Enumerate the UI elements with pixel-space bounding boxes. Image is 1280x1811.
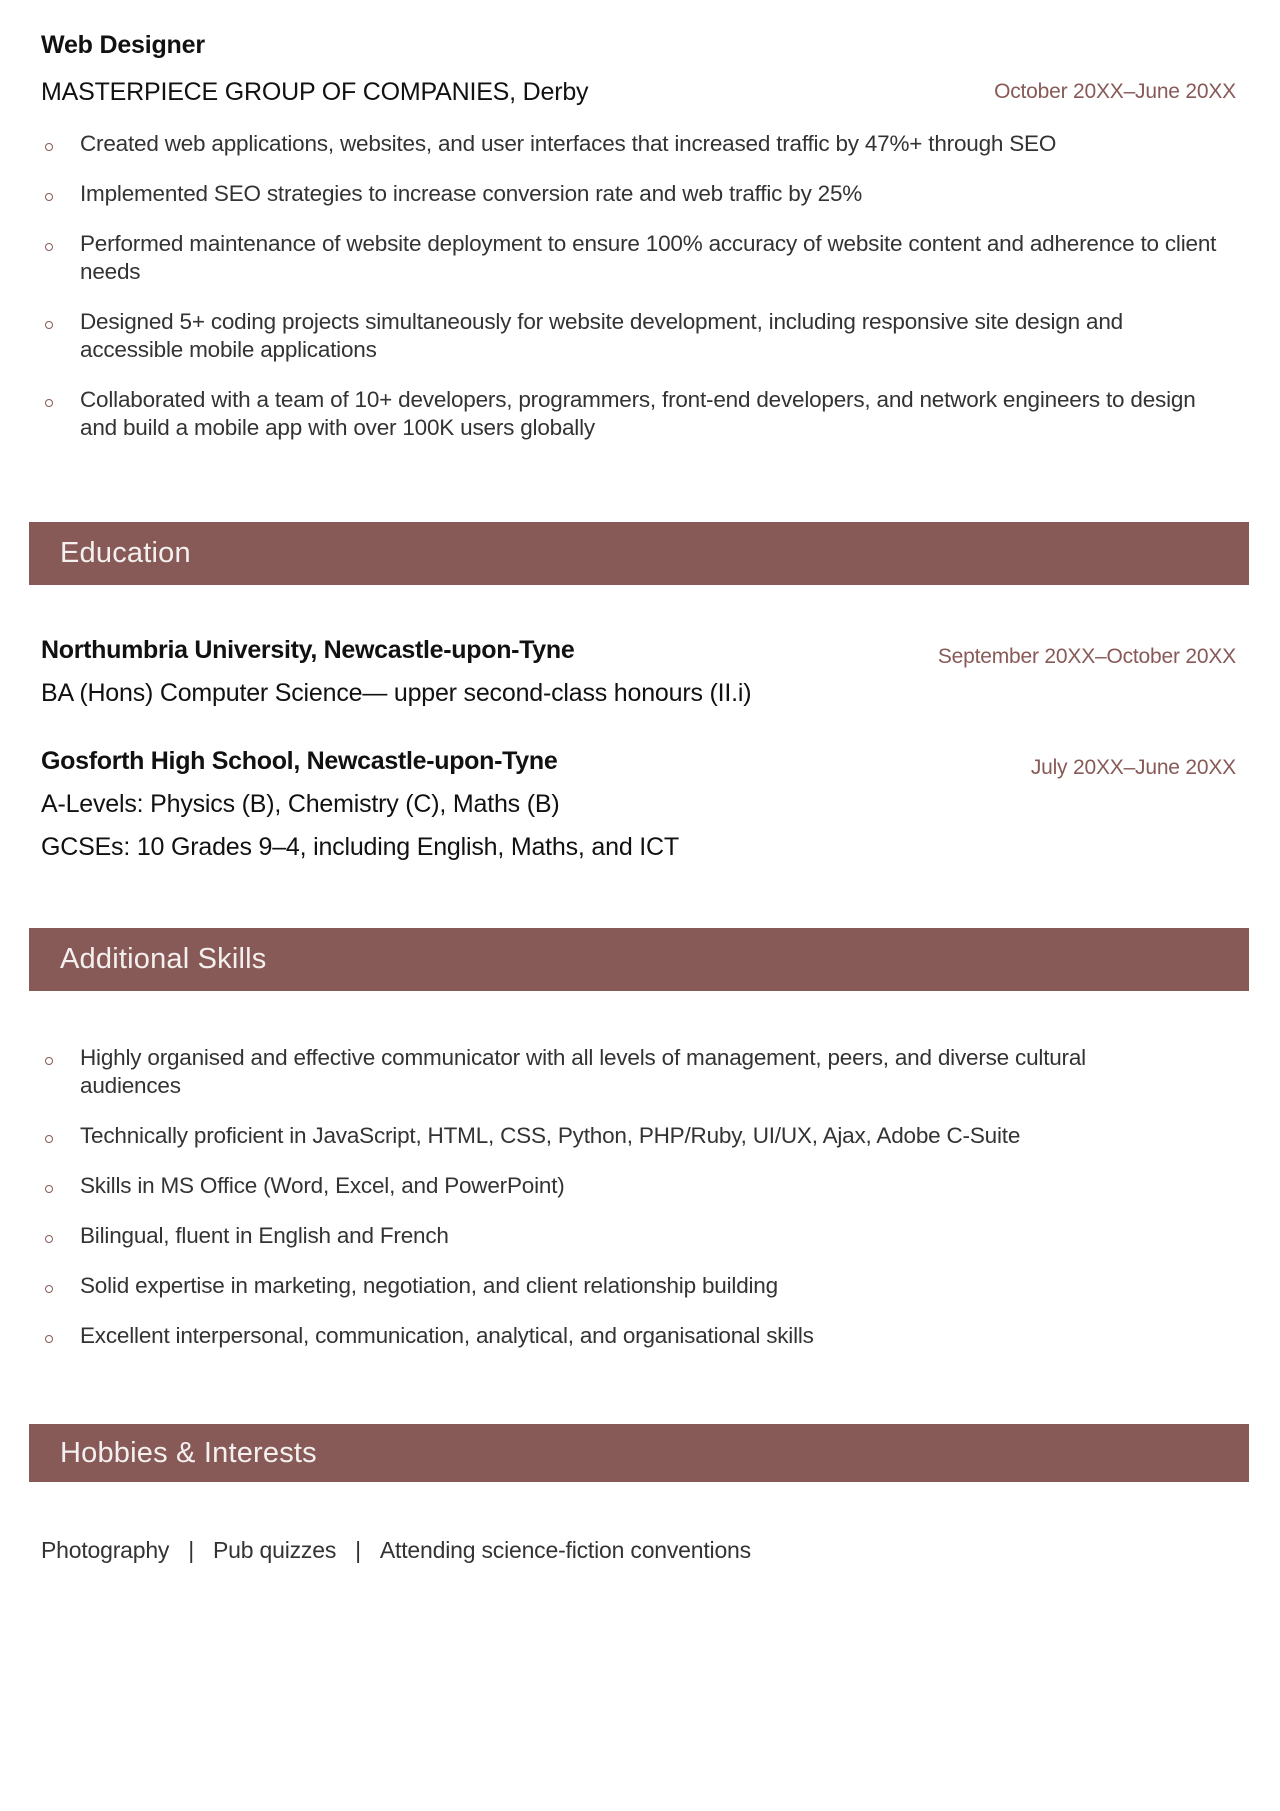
job-dates: October 20XX–June 20XX <box>994 80 1236 103</box>
separator: | <box>188 1537 195 1563</box>
skill-text: Excellent interpersonal, communication, analytical, and organisational skills <box>80 1323 814 1348</box>
education-dates: September 20XX–October 20XX <box>937 645 1236 668</box>
bullet-circle-icon <box>45 193 53 201</box>
list-item <box>41 230 1241 286</box>
section-header-education <box>29 522 1249 585</box>
company-name: MASTERPIECE GROUP OF COMPANIES, Derby <box>41 78 589 106</box>
separator: | <box>355 1537 361 1563</box>
bullet-circle-icon <box>45 1057 53 1065</box>
job-bullet-list <box>41 130 1241 442</box>
education-qualification: A-Levels: Physics (B), Chemistry (C), Maths (B) <box>41 790 560 818</box>
list-item <box>41 386 1241 442</box>
job-title: Web Designer <box>41 31 205 59</box>
section-title: Hobbies & Interests <box>60 1436 317 1469</box>
bullet-circle-icon <box>45 1185 53 1193</box>
section-header-skills <box>29 928 1249 991</box>
skill-text: Skills in MS Office (Word, Excel, and PowerPoint) <box>80 1173 565 1198</box>
bullet-text: Created web applications, websites, and user interfaces that increased traffic by 47%+ through SEO <box>80 131 1057 156</box>
list-item <box>41 1222 1121 1250</box>
list-item <box>41 1322 1121 1350</box>
bullet-circle-icon <box>45 243 53 251</box>
bullet-circle-icon <box>45 321 53 329</box>
hobby-item: Photography <box>41 1537 170 1563</box>
education-dates: July 20XX–June 20XX <box>1030 756 1236 779</box>
list-item <box>41 130 1241 158</box>
bullet-text: Collaborated with a team of 10+ developers, programmers, front-end developers, and network engineers to design and build a mobile app with over 100K users globally <box>80 387 1196 440</box>
bullet-text: Designed 5+ coding projects simultaneously for website development, including responsive site design and accessible mobile applications <box>80 309 1123 362</box>
bullet-circle-icon <box>45 1135 53 1143</box>
skill-text: Bilingual, fluent in English and French <box>80 1223 449 1248</box>
bullet-circle-icon <box>45 399 53 407</box>
hobby-item: Attending science-fiction conventions <box>379 1537 751 1563</box>
list-item <box>41 1122 1121 1150</box>
bullet-text: Implemented SEO strategies to increase conversion rate and web traffic by 25% <box>80 181 863 206</box>
list-item <box>41 1272 1121 1300</box>
hobbies-line <box>41 1537 751 1564</box>
list-item <box>41 1044 1121 1100</box>
skill-text: Technically proficient in JavaScript, HTML, CSS, Python, PHP/Ruby, UI/UX, Ajax, Adobe C-Suite <box>80 1123 1021 1148</box>
skill-text: Highly organised and effective communicator with all levels of management, peers, and diverse cultural audiences <box>80 1045 1086 1098</box>
bullet-circle-icon <box>45 1335 53 1343</box>
education-school: Gosforth High School, Newcastle-upon-Tyne <box>41 747 558 775</box>
bullet-text: Performed maintenance of website deployment to ensure 100% accuracy of website content and adherence to client needs <box>80 231 1217 284</box>
education-qualification: GCSEs: 10 Grades 9–4, including English, Maths, and ICT <box>41 833 679 861</box>
bullet-circle-icon <box>45 143 53 151</box>
skills-list <box>41 1044 1121 1350</box>
education-school: Northumbria University, Newcastle-upon-Tyne <box>41 636 575 664</box>
list-item <box>41 180 1241 208</box>
skill-text: Solid expertise in marketing, negotiation, and client relationship building <box>80 1273 778 1298</box>
section-title: Education <box>60 537 191 569</box>
hobby-item: Pub quizzes <box>213 1537 337 1563</box>
bullet-circle-icon <box>45 1285 53 1293</box>
list-item <box>41 308 1241 364</box>
education-degree: BA (Hons) Computer Science— upper second-class honours (II.i) <box>41 679 752 707</box>
list-item <box>41 1172 1121 1200</box>
bullet-circle-icon <box>45 1235 53 1243</box>
section-header-hobbies <box>29 1424 1249 1482</box>
section-title: Additional Skills <box>60 943 267 975</box>
